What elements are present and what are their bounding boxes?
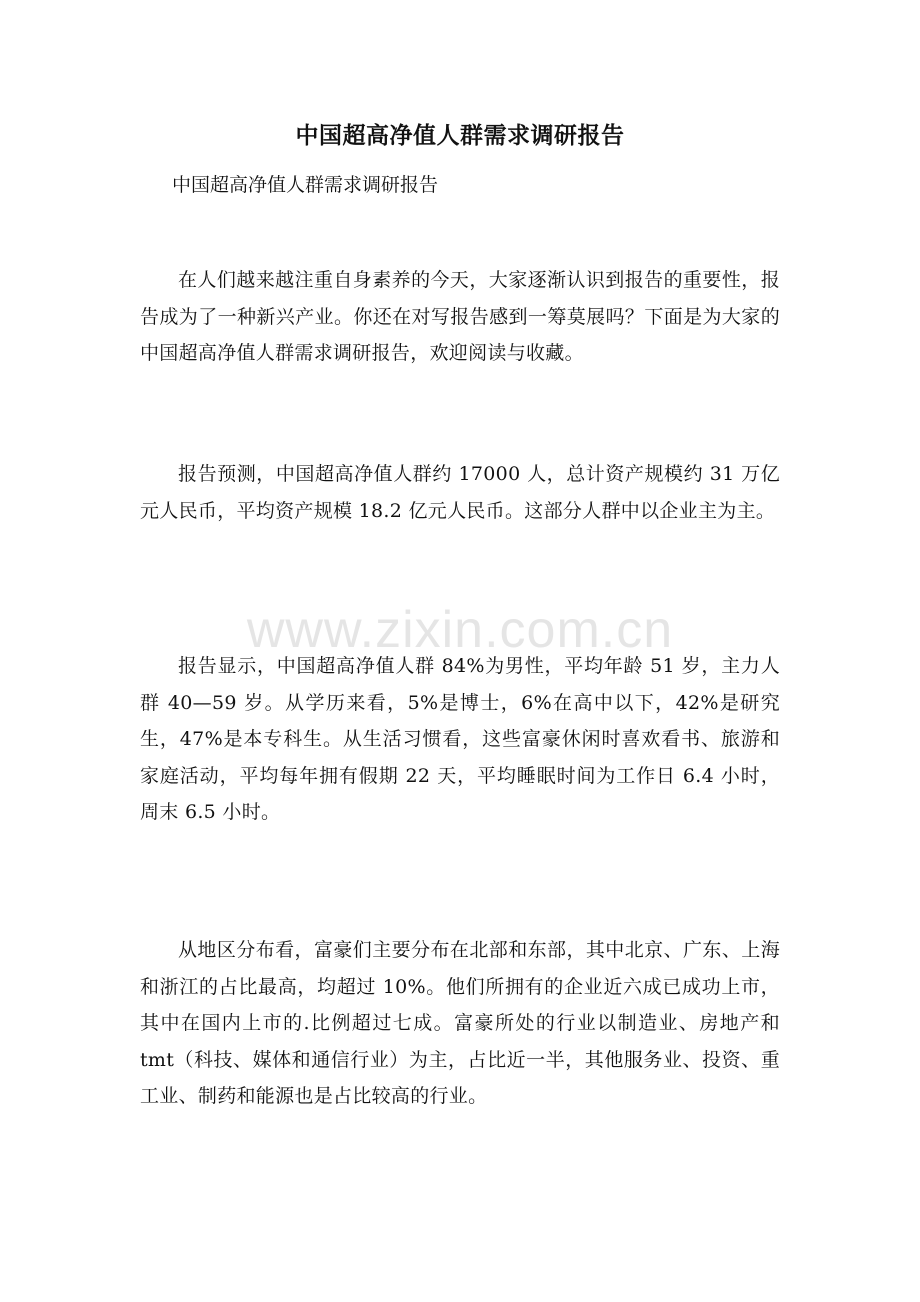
watermark: www.zixin.com.cn bbox=[246, 601, 674, 659]
document-subtitle: 中国超高净值人群需求调研报告 bbox=[172, 174, 439, 196]
paragraph-intro: 在人们越来越注重自身素养的今天，大家逐渐认识到报告的重要性，报告成为了一种新兴产业。你还在对写报告感到一筹莫展吗？下面是为大家的中国超高净值人群需求调研报告，欢迎阅读与收藏。 bbox=[140, 269, 780, 365]
document-title: 中国超高净值人群需求调研报告 bbox=[295, 122, 625, 149]
paragraph-demographics: 报告显示，中国超高净值人群 84%为男性，平均年龄 51 岁，主力人群 40—59 岁。从学历来看，5%是博士，6%在高中以下，42%是研究生，47%是本专科生。从生活习惯看，这些富豪休闲时喜欢看书、旅游和家庭活动，平均每年拥有假期 22 天，平均睡眠时间为工作日 6.4 小时，周末 6.5 小时。 bbox=[140, 655, 780, 824]
paragraph-regional-distribution: 从地区分布看，富豪们主要分布在北部和东部，其中北京、广东、上海和浙江的占比最高，均超过 10%。他们所拥有的企业近六成已成功上市，其中在国内上市的.比例超过七成。富豪所处的行业以制造业、房地产和 tmt（科技、媒体和通信行业）为主，占比近一半，其他服务业、投资、重工业、制药和能源也是占比较高的行业。 bbox=[140, 939, 780, 1108]
paragraph-forecast: 报告预测，中国超高净值人群约 17000 人，总计资产规模约 31 万亿元人民币，平均资产规模 18.2 亿元人民币。这部分人群中以企业主为主。 bbox=[140, 463, 780, 522]
